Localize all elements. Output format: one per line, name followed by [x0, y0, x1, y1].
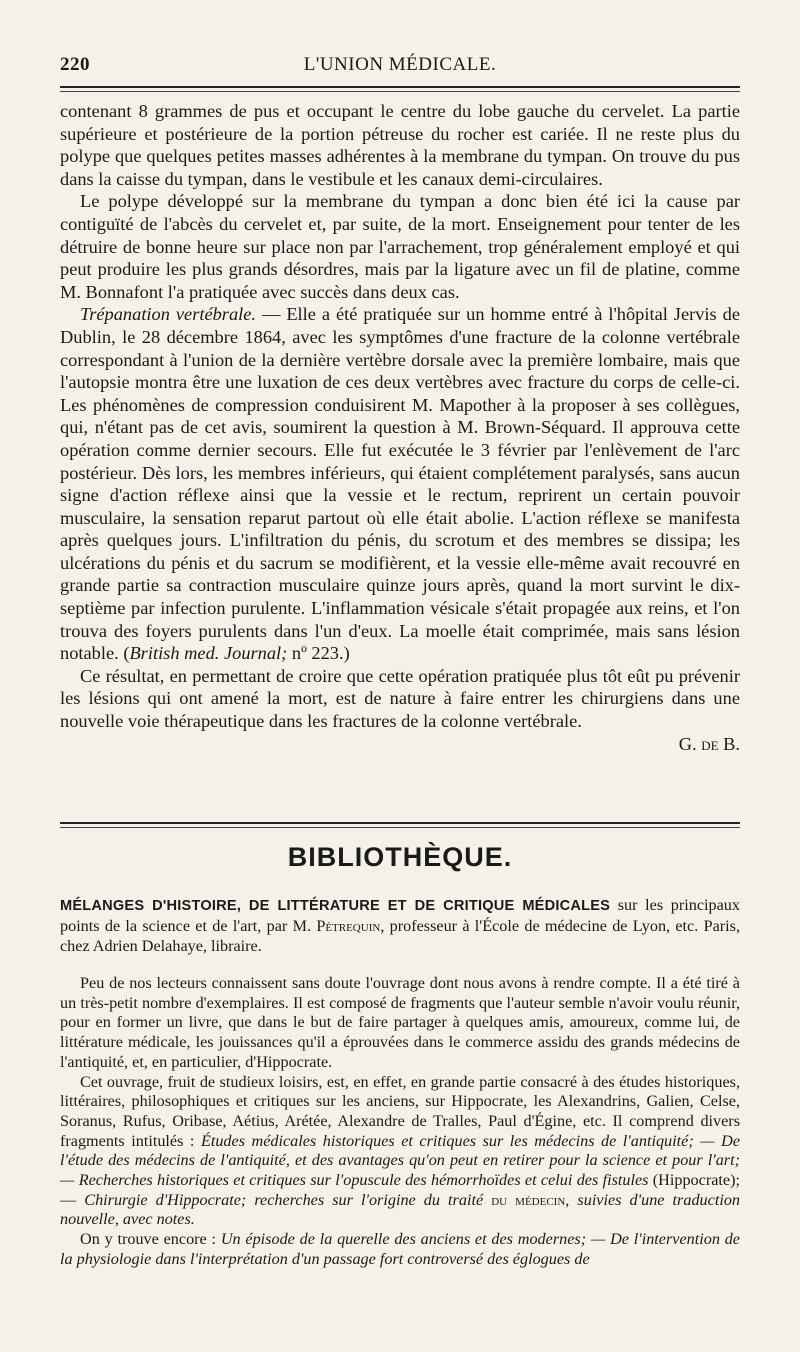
section-rule — [60, 822, 740, 824]
fragment-du-medecin: du médecin — [483, 1190, 566, 1209]
book-title: MÉLANGES D'HISTOIRE, DE LITTÉRATURE ET DE CRITIQUE MÉDICALES — [60, 898, 611, 914]
author-signature: G. de B. — [678, 733, 740, 754]
review-paragraph-2 — [60, 1073, 740, 1231]
book-publisher: , professeur à l'École de médecine de Lyon, etc. Paris, chez Adrien Delahaye, libraire. — [60, 917, 740, 955]
review-paragraph-2-mid: (Hippocrate); — — [60, 1171, 740, 1209]
fragment-titles-1: Études médicales historiques et critiques sur les médecins de l'antiquité; — De l'étude des médecins de l'antiquité, et des avantages qu'on peut en retirer pour la science et pour l'art; — Recherches historiques et critiques sur l'opuscule des hémorrhoïdes et celui des fistules — [60, 1131, 740, 1190]
review-paragraph-3-text: On y trouve encore : — [80, 1230, 221, 1249]
citation-british-med-journal: British med. Journal; — [129, 643, 288, 664]
article-paragraph-1: contenant 8 grammes de pus et occupant le centre du lobe gauche du cervelet. La partie supérieure et postérieure de la portion pétreuse du rocher est cariée. Il ne reste plus du polype que quelques petites masses adhérentes à la membrane du tympan. On trouve du pus dans la caisse du tympan, dans le vestibule et les canaux demi-circulaires. — [60, 101, 740, 189]
review-paragraph-2-text: Cet ouvrage, fruit de studieux loisirs, est, en effet, en grande partie consacré à des études historiques, littéraires, philosophiques et critiques sur les anciens, sur Hippocrate, les Alexandrins, Galien, Celse, Soranus, Rufus, Oribase, Aétius, Arétée, Alexandre de Tralles, Paul d'Égine, etc. Il comprend divers fragments intitulés : — [60, 1072, 740, 1150]
header-rule — [60, 86, 740, 88]
bibliotheque-title: BIBLIOTHÈQUE. — [287, 842, 513, 872]
section-title-trepanation: Trépanation vertébrale. — [80, 304, 257, 325]
fragment-titles-2: Chirurgie d'Hippocrate; recherches sur l'origine du traité — [84, 1190, 484, 1209]
citation-number: nº 223.) — [287, 643, 350, 664]
book-reference — [60, 895, 740, 956]
article-paragraph-2: Le polype développé sur la membrane du tympan a donc bien été ici la cause par contiguïté de l'abcès du cervelet et, par suite, de la mort. Enseignement pour tenter de les détruire de bonne heure sur place non par l'arrachement, trop généralement employé et qui peut produire les plus grands désordres, mais par la ligature avec un fil de platine, comme M. Bonnafont l'a pratiquée avec succès dans deux cas. — [60, 191, 740, 302]
header-rule-thin — [60, 91, 740, 92]
fragment-titles-3: , suivies d'une traduction nouvelle, avec notes. — [60, 1190, 741, 1229]
journal-title: L'UNION MÉDICALE. — [303, 54, 497, 75]
article-body — [60, 100, 740, 755]
book-subtitle: sur les principaux points de la science et de l'art, par M. — [60, 896, 740, 935]
book-author: Pétrequin — [316, 917, 381, 935]
article-paragraph-4: Ce résultat, en permettant de croire que cette opération pratiquée plus tôt eût pu prévenir les lésions qui ont amené la mort, est de nature à faire entrer les chirurgiens dans une nouvelle voie thérapeutique dans les fractures de la colonne vertébrale. — [60, 665, 740, 732]
fragment-titles-4: Un épisode de la querelle des anciens et des modernes; — De l'intervention de la physiologie dans l'interprétation d'un passage fort controversé des églogues de — [60, 1230, 740, 1268]
review-paragraph-1: Peu de nos lecteurs connaissent sans doute l'ouvrage dont nous avons à rendre compte. Il a été tiré à un très-petit nombre d'exemplaires. Il est composé de fragments que l'auteur semble n'avoir voulu réunir, pour en former un livre, que dans le but de faire partager à quelques amis, amoureux, comme lui, de littérature médicale, les jouissances qu'il a éprouvées dans le commerce assidu des grands médecins de l'antiquité, et, en particulier, d'Hippocrate. — [60, 974, 740, 1071]
running-header — [60, 50, 740, 80]
section-rule-thin — [60, 827, 740, 828]
paragraph-3-text: — Elle a été pratiquée sur un homme entré à l'hôpital Jervis de Dublin, le 28 décembre 1864, avec les symptômes d'une fracture de la colonne vertébrale correspondant à l'union de la dernière vertèbre dorsale avec la première lombaire, mais que l'autopsie montra être une luxation de ces deux vertèbres avec fracture du corps de celle-ci. Les phénomènes de compression conduisirent M. Mapother à la proposer à ses collègues, qui, n'étant pas de cet avis, soumirent la question à M. Brown-Séquard. Il approuva cette opération comme dernier secours. Elle fut exécutée le 3 février par l'enlèvement de l'arc postérieur. Dès lors, les membres inférieurs, qui étaient complétement paralysés, sans aucun signe d'action réflexe ainsi que la vessie et le rectum, reprirent un certain pouvoir musculaire, la sensation reparut partout où elle était abolie. L'action réflexe se manifesta après quelques jours. L'infiltration du pénis, du scrotum et des membres se dissipa; les ulcérations du pénis et du sacrum se modifièrent, et la vessie elle-même avait recouvré en grande partie sa contraction musculaire quinze jours après, quand la mort survint le dix-septième par infection purulente. L'inflammation vésicale s'était propagée aux reins, et l'on trouva des foyers purulents dans l'un d'eux. La moelle était comprimée, mais sans lésion notable. ( — [60, 304, 740, 664]
article-paragraph-3 — [60, 303, 740, 665]
review-paragraph-3 — [60, 1230, 740, 1269]
page-number: 220 — [60, 54, 90, 75]
review-body — [60, 974, 740, 1270]
